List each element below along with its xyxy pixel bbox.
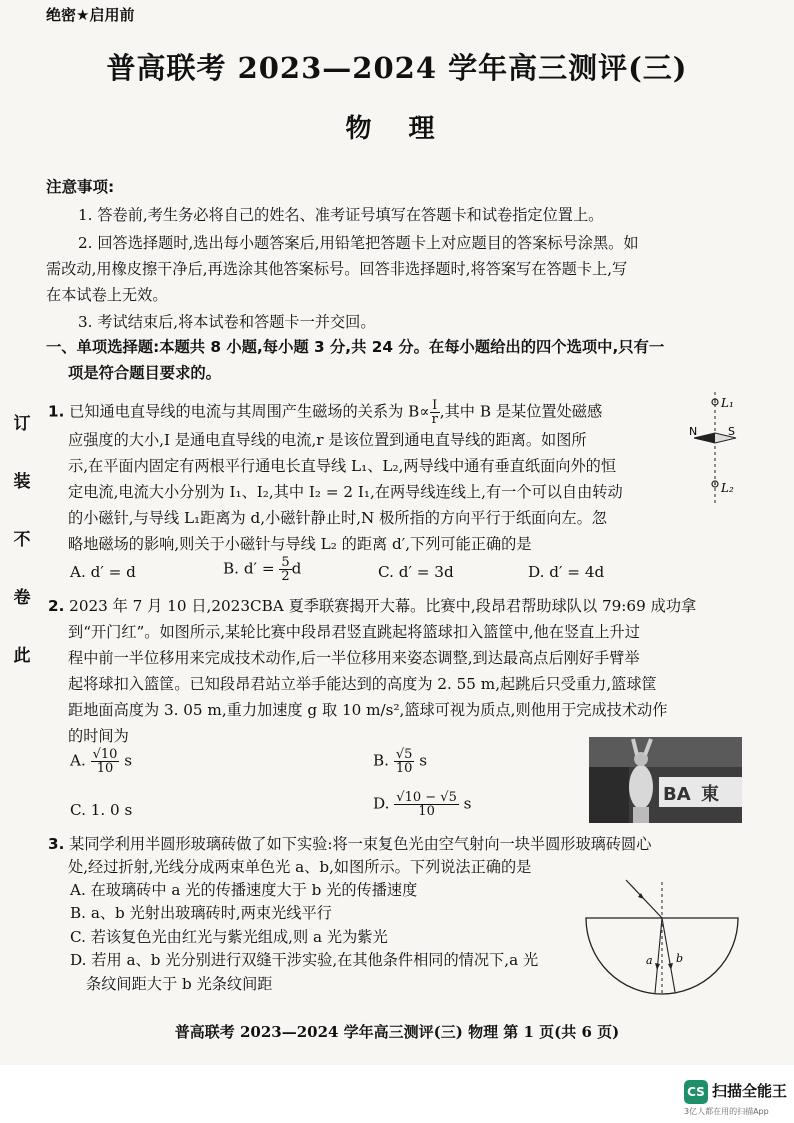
fraction: [394, 791, 459, 818]
question-1-line-6: 略地磁场的影响,则关于小磁针与导线 L₂ 的距离 d′,下列可能正确的是: [68, 535, 532, 553]
option-label: B. d′ =: [223, 559, 275, 578]
side-char: 不: [13, 530, 31, 550]
option-a: [70, 748, 132, 775]
question-3-line-1: [48, 835, 651, 854]
question-number: 2.: [48, 597, 65, 615]
subject-title: 物 理: [345, 114, 449, 144]
option-d: D. d′ = 4d: [528, 563, 605, 581]
option-a: A. 在玻璃砖中 a 光的传播速度大于 b 光的传播速度: [70, 881, 418, 899]
label-a: a: [646, 954, 653, 967]
side-char: 订: [13, 414, 31, 434]
option-b: [373, 748, 427, 775]
section-heading-line-2: 项是符合题目要求的。: [68, 364, 221, 382]
label-l1: L₁: [721, 396, 734, 410]
glass-brick-figure: [578, 874, 748, 1010]
option-d-line-1: D. 若用 a、b 光分别进行双缝干涉实验,在其他条件相同的情况下,a 光: [70, 951, 539, 969]
basketball-photo-drawing: [589, 737, 742, 823]
compass-wires-figure: [686, 386, 746, 516]
question-number: 3.: [48, 835, 65, 853]
fraction-numerator: √10: [92, 747, 118, 762]
fraction-denominator: r: [431, 412, 438, 427]
label-l2: L₂: [721, 481, 734, 495]
notice-item-2-line-3: 在本试卷上无效。: [46, 286, 168, 304]
confidential-label: 绝密★启用前: [46, 6, 135, 24]
option-unit: s: [419, 751, 428, 770]
notice-item-2-line-1: 2. 回答选择题时,选出每小题答案后,用铅笔把答题卡上对应题目的答案标号涂黑。如: [78, 234, 639, 252]
photo-banner-text-2: 東: [701, 784, 719, 805]
fraction-numerator: √5: [395, 747, 413, 762]
option-b: [223, 556, 301, 583]
question-text: 已知通电直导线的电流与其周围产生磁场的关系为 B∝: [69, 402, 430, 421]
fraction-numerator: 5: [281, 555, 290, 570]
question-2-line-6: 的时间为: [68, 727, 129, 745]
fraction-denominator: 10: [96, 761, 114, 776]
question-text: 某同学利用半圆形玻璃砖做了如下实验:将一束复色光由空气射向一块半圆形玻璃砖圆心: [69, 835, 652, 853]
question-2-line-5: 距地面高度为 3. 05 m,重力加速度 g 取 10 m/s²,篮球可视为质点,则他用于完成技术动作: [68, 701, 668, 719]
fraction-numerator: √10 − √5: [396, 790, 457, 805]
binding-margin-text: [7, 395, 37, 685]
fraction: [394, 748, 415, 775]
fraction-numerator: I: [430, 399, 440, 413]
notice-heading: 注意事项:: [46, 178, 115, 196]
question-1-line-5: 的小磁针,与导线 L₁距离为 d,小磁针静止时,N 极所指的方向平行于纸面向左。忽: [68, 509, 607, 527]
question-2-line-4: 起将球扣入篮筐。已知段昂君站立举手能达到的高度为 2. 55 m,起跳后只受重力,篮球筐: [68, 675, 657, 693]
option-label: D.: [373, 794, 390, 813]
option-value: d: [291, 559, 302, 578]
question-text: 2023 年 7 月 10 日,2023CBA 夏季联赛揭开大幕。比赛中,段昂君帮助球队以 79:69 成功拿: [69, 597, 697, 615]
notice-item-2-line-2: 需改动,用橡皮擦干净后,再选涂其他答案标号。回答非选择题时,将答案写在答题卡上,写: [46, 260, 628, 278]
basketball-photo: [589, 737, 742, 823]
label-b: b: [676, 952, 684, 965]
page-title: 普高联考 2023—2024 学年高三测评(三): [106, 51, 688, 85]
side-char: 装: [13, 472, 31, 492]
question-1: [48, 399, 602, 426]
notice-item-3: 3. 考试结束后,将本试卷和答题卡一并交回。: [78, 313, 376, 331]
photo-banner-text: BA: [663, 784, 691, 805]
question-text: ,其中 B 是某位置处磁感: [439, 402, 603, 421]
question-1-line-4: 定电流,电流大小分别为 I₁、I₂,其中 I₂ = 2 I₁,在两导线连线上,有一个可以自由转动: [68, 483, 623, 501]
fraction-i-over-r: [430, 399, 440, 426]
option-unit: s: [463, 794, 472, 813]
option-c: C. 1. 0 s: [70, 801, 133, 819]
scanner-tagline: 3亿人都在用的扫描App: [684, 1107, 769, 1116]
page-footer: 普高联考 2023—2024 学年高三测评(三) 物理 第 1 页(共 6 页): [174, 1023, 620, 1041]
scanner-app-name: 扫描全能王: [712, 1082, 788, 1100]
question-3-line-2: 处,经过折射,光线分成两束单色光 a、b,如图所示。下列说法正确的是: [68, 858, 532, 876]
question-1-line-2: 应强度的大小,I 是通电直导线的电流,r 是该位置到通电直导线的距离。如图所: [68, 431, 587, 449]
fraction-denominator: 10: [418, 804, 435, 819]
side-char: 此: [13, 646, 31, 666]
fraction: [91, 748, 120, 775]
option-c: C. 若该复色光由红光与紫光组成,则 a 光为紫光: [70, 928, 388, 946]
option-label: A.: [70, 751, 86, 770]
question-2-line-3: 程中前一半位移用来完成技术动作,后一半位移用来姿态调整,到达最高点后刚好手臂举: [68, 649, 640, 667]
option-d-line-2: 条纹间距大于 b 光条纹间距: [86, 975, 273, 993]
notice-item-1: 1. 答卷前,考生务必将自己的姓名、准考证号填写在答题卡和试卷指定位置上。: [78, 206, 604, 224]
option-d: [373, 791, 471, 818]
label-s: S: [728, 425, 735, 438]
option-label: B.: [373, 751, 389, 770]
fraction-5-over-2: [279, 556, 291, 583]
question-2-line-1: [48, 597, 696, 616]
side-char: 卷: [13, 588, 31, 608]
question-2-line-2: 到“开门红”。如图所示,某轮比赛中段昂君竖直跳起将篮球扣入篮筐中,他在竖直上升过: [68, 623, 640, 641]
option-c: C. d′ = 3d: [378, 563, 454, 581]
camscanner-logo-icon: CS: [684, 1080, 708, 1104]
option-unit: s: [124, 751, 133, 770]
section-heading-line-1: 一、单项选择题:本题共 8 小题,每小题 3 分,共 24 分。在每小题给出的四个选项中,只有一: [46, 338, 665, 356]
fraction-denominator: 2: [281, 569, 290, 584]
question-number: 1.: [48, 402, 65, 421]
label-n: N: [689, 425, 698, 438]
option-b: B. a、b 光射出玻璃砖时,两束光线平行: [70, 904, 332, 922]
fraction-denominator: 10: [395, 761, 413, 776]
option-a: A. d′ = d: [70, 563, 136, 581]
question-1-line-3: 示,在平面内固定有两根平行通电长直导线 L₁、L₂,两导线中通有垂直纸面向外的恒: [68, 457, 617, 475]
